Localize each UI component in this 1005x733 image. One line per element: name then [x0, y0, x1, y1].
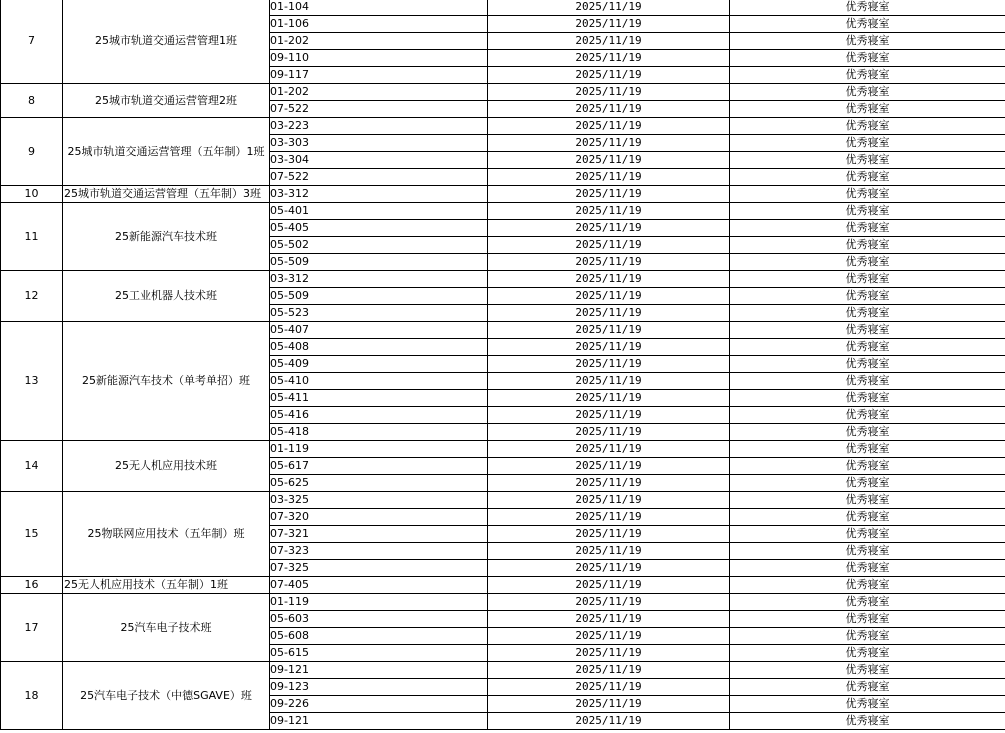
- award-date: 2025/11/19: [488, 662, 730, 679]
- room-number: 05-617: [270, 458, 488, 475]
- award-date: 2025/11/19: [488, 526, 730, 543]
- award-date: 2025/11/19: [488, 152, 730, 169]
- award-date: 2025/11/19: [488, 169, 730, 186]
- award-date: 2025/11/19: [488, 441, 730, 458]
- room-number: 03-303: [270, 135, 488, 152]
- award-date: 2025/11/19: [488, 577, 730, 594]
- class-name: 25城市轨道交通运营管理（五年制）3班: [63, 186, 270, 203]
- table-row: [1, 662, 1005, 679]
- award-date: 2025/11/19: [488, 645, 730, 662]
- award-title: 优秀寝室: [730, 288, 1005, 305]
- room-number: 05-509: [270, 288, 488, 305]
- table-row: [1, 203, 1005, 220]
- award-title: 优秀寝室: [730, 203, 1005, 220]
- room-number: 05-401: [270, 203, 488, 220]
- room-number: 09-117: [270, 67, 488, 84]
- class-name: 25城市轨道交通运营管理2班: [63, 84, 270, 118]
- award-title: 优秀寝室: [730, 356, 1005, 373]
- class-name: 25工业机器人技术班: [63, 271, 270, 322]
- award-title: 优秀寝室: [730, 254, 1005, 271]
- class-name: 25汽车电子技术（中德SGAVE）班: [63, 662, 270, 730]
- award-title: 优秀寝室: [730, 611, 1005, 628]
- room-number: 01-104: [270, 0, 488, 16]
- award-title: 优秀寝室: [730, 628, 1005, 645]
- award-title: 优秀寝室: [730, 0, 1005, 16]
- award-title: 优秀寝室: [730, 560, 1005, 577]
- award-date: 2025/11/19: [488, 33, 730, 50]
- award-title: 优秀寝室: [730, 373, 1005, 390]
- group-number: 12: [1, 271, 63, 322]
- award-date: 2025/11/19: [488, 101, 730, 118]
- group-number: 17: [1, 594, 63, 662]
- award-title: 优秀寝室: [730, 492, 1005, 509]
- room-number: 05-408: [270, 339, 488, 356]
- award-title: 优秀寝室: [730, 135, 1005, 152]
- award-title: 优秀寝室: [730, 475, 1005, 492]
- room-number: 03-312: [270, 271, 488, 288]
- award-title: 优秀寝室: [730, 594, 1005, 611]
- award-title: 优秀寝室: [730, 407, 1005, 424]
- group-number: 13: [1, 322, 63, 441]
- award-date: 2025/11/19: [488, 16, 730, 33]
- award-date: 2025/11/19: [488, 696, 730, 713]
- award-title: 优秀寝室: [730, 679, 1005, 696]
- table-row: [1, 84, 1005, 101]
- room-number: 07-325: [270, 560, 488, 577]
- table-row: [1, 441, 1005, 458]
- award-title: 优秀寝室: [730, 713, 1005, 730]
- room-number: 05-625: [270, 475, 488, 492]
- room-number: 09-226: [270, 696, 488, 713]
- table-row: [1, 594, 1005, 611]
- room-number: 05-603: [270, 611, 488, 628]
- award-title: 优秀寝室: [730, 271, 1005, 288]
- group-number: 18: [1, 662, 63, 730]
- award-date: 2025/11/19: [488, 220, 730, 237]
- room-number: 05-523: [270, 305, 488, 322]
- room-number: 09-123: [270, 679, 488, 696]
- room-number: 07-321: [270, 526, 488, 543]
- award-date: 2025/11/19: [488, 186, 730, 203]
- table-body: [1, 0, 1005, 730]
- award-title: 优秀寝室: [730, 101, 1005, 118]
- award-date: 2025/11/19: [488, 67, 730, 84]
- award-title: 优秀寝室: [730, 305, 1005, 322]
- room-number: 03-223: [270, 118, 488, 135]
- award-title: 优秀寝室: [730, 33, 1005, 50]
- group-number: 15: [1, 492, 63, 577]
- award-title: 优秀寝室: [730, 84, 1005, 101]
- room-number: 01-106: [270, 16, 488, 33]
- award-title: 优秀寝室: [730, 220, 1005, 237]
- class-name: 25汽车电子技术班: [63, 594, 270, 662]
- room-number: 05-409: [270, 356, 488, 373]
- room-number: 05-416: [270, 407, 488, 424]
- award-title: 优秀寝室: [730, 118, 1005, 135]
- table-row: [1, 322, 1005, 339]
- room-number: 01-202: [270, 84, 488, 101]
- award-date: 2025/11/19: [488, 271, 730, 288]
- award-title: 优秀寝室: [730, 696, 1005, 713]
- award-title: 优秀寝室: [730, 186, 1005, 203]
- class-name: 25无人机应用技术班: [63, 441, 270, 492]
- award-title: 优秀寝室: [730, 322, 1005, 339]
- award-date: 2025/11/19: [488, 237, 730, 254]
- award-title: 优秀寝室: [730, 169, 1005, 186]
- class-name: 25城市轨道交通运营管理（五年制）1班: [63, 118, 270, 186]
- award-date: 2025/11/19: [488, 679, 730, 696]
- group-number: 8: [1, 84, 63, 118]
- room-number: 05-615: [270, 645, 488, 662]
- room-number: 09-121: [270, 662, 488, 679]
- award-date: 2025/11/19: [488, 118, 730, 135]
- award-date: 2025/11/19: [488, 560, 730, 577]
- class-name: 25新能源汽车技术班: [63, 203, 270, 271]
- award-date: 2025/11/19: [488, 509, 730, 526]
- award-date: 2025/11/19: [488, 424, 730, 441]
- award-title: 优秀寝室: [730, 543, 1005, 560]
- award-date: 2025/11/19: [488, 84, 730, 101]
- room-number: 03-325: [270, 492, 488, 509]
- award-title: 优秀寝室: [730, 152, 1005, 169]
- class-name: 25物联网应用技术（五年制）班: [63, 492, 270, 577]
- group-number: 9: [1, 118, 63, 186]
- room-number: 05-405: [270, 220, 488, 237]
- group-number: 11: [1, 203, 63, 271]
- award-date: 2025/11/19: [488, 322, 730, 339]
- award-date: 2025/11/19: [488, 305, 730, 322]
- award-title: 优秀寝室: [730, 50, 1005, 67]
- award-date: 2025/11/19: [488, 0, 730, 16]
- award-date: 2025/11/19: [488, 611, 730, 628]
- award-title: 优秀寝室: [730, 339, 1005, 356]
- award-date: 2025/11/19: [488, 492, 730, 509]
- room-number: 07-320: [270, 509, 488, 526]
- room-number: 09-121: [270, 713, 488, 730]
- group-number: 16: [1, 577, 63, 594]
- room-number: 05-502: [270, 237, 488, 254]
- group-number: 14: [1, 441, 63, 492]
- room-number: 03-312: [270, 186, 488, 203]
- award-date: 2025/11/19: [488, 356, 730, 373]
- award-date: 2025/11/19: [488, 254, 730, 271]
- award-title: 优秀寝室: [730, 16, 1005, 33]
- table-row: [1, 577, 1005, 594]
- room-number: 09-110: [270, 50, 488, 67]
- room-number: 07-405: [270, 577, 488, 594]
- award-title: 优秀寝室: [730, 645, 1005, 662]
- group-number: 10: [1, 186, 63, 203]
- award-date: 2025/11/19: [488, 543, 730, 560]
- award-title: 优秀寝室: [730, 67, 1005, 84]
- room-number: 07-522: [270, 169, 488, 186]
- award-title: 优秀寝室: [730, 237, 1005, 254]
- class-name: 25新能源汽车技术（单考单招）班: [63, 322, 270, 441]
- class-name: 25城市轨道交通运营管理1班: [63, 0, 270, 84]
- group-number: 7: [1, 0, 63, 84]
- award-date: 2025/11/19: [488, 50, 730, 67]
- table-row: [1, 492, 1005, 509]
- award-title: 优秀寝室: [730, 441, 1005, 458]
- award-date: 2025/11/19: [488, 594, 730, 611]
- award-title: 优秀寝室: [730, 526, 1005, 543]
- table-row: [1, 118, 1005, 135]
- table-row: [1, 0, 1005, 16]
- award-title: 优秀寝室: [730, 424, 1005, 441]
- room-number: 01-119: [270, 594, 488, 611]
- award-date: 2025/11/19: [488, 339, 730, 356]
- room-number: 05-509: [270, 254, 488, 271]
- award-date: 2025/11/19: [488, 203, 730, 220]
- award-date: 2025/11/19: [488, 458, 730, 475]
- table-row: [1, 186, 1005, 203]
- award-title: 优秀寝室: [730, 577, 1005, 594]
- award-title: 优秀寝室: [730, 390, 1005, 407]
- table-row: [1, 271, 1005, 288]
- award-date: 2025/11/19: [488, 135, 730, 152]
- room-number: 01-119: [270, 441, 488, 458]
- room-number: 03-304: [270, 152, 488, 169]
- award-title: 优秀寝室: [730, 509, 1005, 526]
- award-date: 2025/11/19: [488, 390, 730, 407]
- award-title: 优秀寝室: [730, 458, 1005, 475]
- award-date: 2025/11/19: [488, 373, 730, 390]
- award-date: 2025/11/19: [488, 628, 730, 645]
- award-title: 优秀寝室: [730, 662, 1005, 679]
- room-number: 07-522: [270, 101, 488, 118]
- room-number: 05-411: [270, 390, 488, 407]
- award-date: 2025/11/19: [488, 475, 730, 492]
- award-date: 2025/11/19: [488, 407, 730, 424]
- room-number: 07-323: [270, 543, 488, 560]
- award-date: 2025/11/19: [488, 288, 730, 305]
- class-name: 25无人机应用技术（五年制）1班: [63, 577, 270, 594]
- room-number: 05-418: [270, 424, 488, 441]
- room-number: 05-608: [270, 628, 488, 645]
- room-number: 01-202: [270, 33, 488, 50]
- room-number: 05-410: [270, 373, 488, 390]
- award-date: 2025/11/19: [488, 713, 730, 730]
- room-number: 05-407: [270, 322, 488, 339]
